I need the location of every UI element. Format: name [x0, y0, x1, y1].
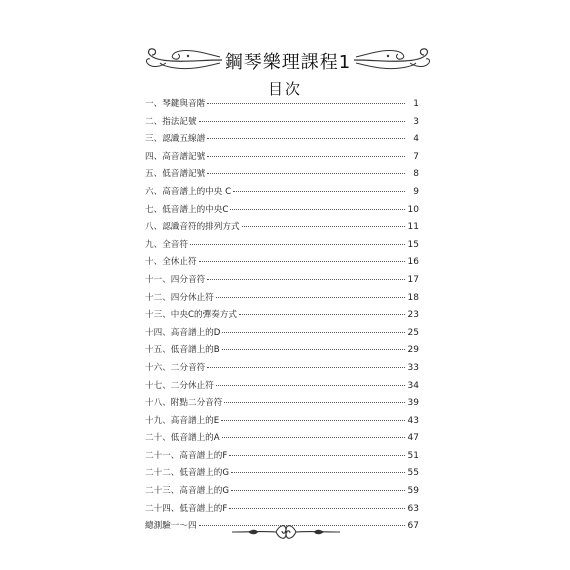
dot-leader	[231, 490, 405, 491]
toc-entry[interactable]	[145, 395, 419, 413]
toc-entry-title: 十、全休止符	[145, 257, 197, 268]
toc-entry-page: 3	[413, 116, 419, 127]
toc-entry[interactable]	[145, 307, 419, 325]
toc-entry[interactable]	[145, 501, 419, 519]
flourish-right-icon	[352, 43, 434, 73]
toc-entry[interactable]	[145, 430, 419, 448]
toc-entry-title: 十九、高音譜上的E	[145, 415, 220, 426]
flourish-divider-icon	[228, 520, 344, 544]
toc-entry[interactable]	[145, 378, 419, 396]
dot-leader	[199, 261, 405, 262]
toc-entry-page: 59	[407, 486, 419, 497]
dot-leader	[221, 420, 405, 421]
toc-entry-title: 一、琴鍵與音階	[145, 99, 206, 109]
toc-entry[interactable]	[145, 114, 419, 132]
toc-entry[interactable]	[145, 149, 419, 167]
toc-entry-page: 47	[407, 433, 419, 444]
toc-entry[interactable]	[145, 360, 419, 378]
flourish-left-icon	[142, 43, 224, 73]
toc-entry-page: 7	[413, 151, 419, 162]
dot-leader	[207, 173, 405, 174]
toc-entry-title: 二、指法記號	[145, 116, 197, 127]
table-of-contents	[145, 96, 419, 536]
toc-entry-page: 25	[407, 327, 419, 338]
dot-leader	[233, 191, 405, 192]
dot-leader	[190, 244, 405, 245]
toc-entry-title: 七、低音譜上的中央C	[145, 204, 229, 215]
toc-entry[interactable]	[145, 184, 419, 202]
toc-entry-page: 16	[407, 257, 419, 268]
toc-entry-page: 17	[407, 274, 419, 285]
toc-entry-page: 51	[407, 450, 419, 461]
toc-entry-title: 三、認識五線譜	[145, 134, 206, 145]
toc-entry[interactable]	[145, 237, 419, 255]
dot-leader	[207, 103, 405, 104]
toc-entry-page: 18	[407, 292, 419, 303]
toc-entry-page: 10	[407, 204, 419, 215]
toc-entry-page: 55	[407, 468, 419, 479]
toc-entry-title: 二十、低音譜上的A	[145, 433, 220, 444]
toc-entry[interactable]	[145, 413, 419, 431]
page-header	[0, 40, 570, 80]
toc-entry-title: 十六、二分音符	[145, 362, 206, 373]
toc-entry[interactable]	[145, 202, 419, 220]
toc-entry[interactable]	[145, 96, 419, 114]
toc-entry[interactable]	[145, 342, 419, 360]
toc-entry-title: 五、低音譜記號	[145, 169, 206, 180]
toc-entry[interactable]	[145, 483, 419, 501]
toc-entry-page: 23	[407, 310, 419, 321]
dot-leader	[207, 156, 405, 157]
dot-leader	[199, 121, 405, 122]
toc-entry[interactable]	[145, 272, 419, 290]
toc-entry-title: 九、全音符	[145, 239, 188, 250]
dot-leader	[222, 349, 405, 350]
dot-leader	[242, 226, 405, 227]
toc-entry[interactable]	[145, 254, 419, 272]
dot-leader	[222, 437, 405, 438]
dot-leader	[216, 385, 405, 386]
toc-entry-title: 十三、中央C的彈奏方式	[145, 310, 237, 321]
toc-entry-page: 9	[413, 186, 419, 197]
toc-entry[interactable]	[145, 448, 419, 466]
document-title: 鋼琴樂理課程1	[224, 52, 352, 73]
toc-entry-title: 十二、四分休止符	[145, 292, 214, 303]
toc-entry-title: 十一、四分音符	[145, 274, 206, 285]
toc-heading: 目次	[267, 80, 302, 98]
toc-entry-page: 8	[413, 169, 419, 180]
toc-entry-page: 33	[407, 362, 419, 373]
dot-leader	[207, 279, 405, 280]
toc-entry-title: 六、高音譜上的中央 C	[145, 186, 232, 197]
toc-entry-page: 29	[407, 345, 419, 356]
dot-leader	[229, 455, 405, 456]
toc-entry[interactable]	[145, 131, 419, 149]
toc-entry-page: 11	[407, 222, 419, 233]
toc-entry-title: 二十四、低音譜上的F	[145, 503, 228, 514]
toc-entry-title: 十五、低音譜上的B	[145, 345, 220, 356]
toc-entry-page: 43	[407, 415, 419, 426]
toc-entry[interactable]	[145, 325, 419, 343]
toc-entry-page: 15	[407, 239, 419, 250]
dot-leader	[207, 138, 405, 139]
dot-leader	[222, 332, 405, 333]
toc-entry-title: 二十三、高音譜上的G	[145, 486, 230, 497]
toc-entry-title: 四、高音譜記號	[145, 151, 206, 162]
dot-leader	[216, 297, 405, 298]
toc-entry[interactable]	[145, 219, 419, 237]
toc-entry[interactable]	[145, 290, 419, 308]
toc-entry-title: 二十一、高音譜上的F	[145, 450, 228, 461]
toc-entry-page: 1	[413, 99, 419, 109]
toc-entry-page: 39	[407, 398, 419, 409]
toc-entry-page: 63	[407, 503, 419, 514]
toc-entry[interactable]	[145, 166, 419, 184]
dot-leader	[229, 508, 405, 509]
toc-entry-title: 八、認識音符的排列方式	[145, 222, 240, 233]
toc-entry-page: 4	[413, 134, 419, 145]
toc-entry-page: 67	[407, 521, 419, 532]
toc-entry[interactable]	[145, 465, 419, 483]
toc-entry-page: 34	[407, 380, 419, 391]
toc-entry-title: 十七、二分休止符	[145, 380, 214, 391]
dot-leader	[224, 402, 405, 403]
dot-leader	[231, 472, 405, 473]
dot-leader	[239, 314, 405, 315]
toc-entry-title: 二十二、低音譜上的G	[145, 468, 230, 479]
toc-entry-title: 十八、附點二分音符	[145, 398, 223, 409]
toc-entry-title: 十四、高音譜上的D	[145, 327, 221, 338]
dot-leader	[230, 209, 405, 210]
toc-entry-title: 總測驗一～四	[145, 521, 197, 532]
dot-leader	[207, 367, 405, 368]
